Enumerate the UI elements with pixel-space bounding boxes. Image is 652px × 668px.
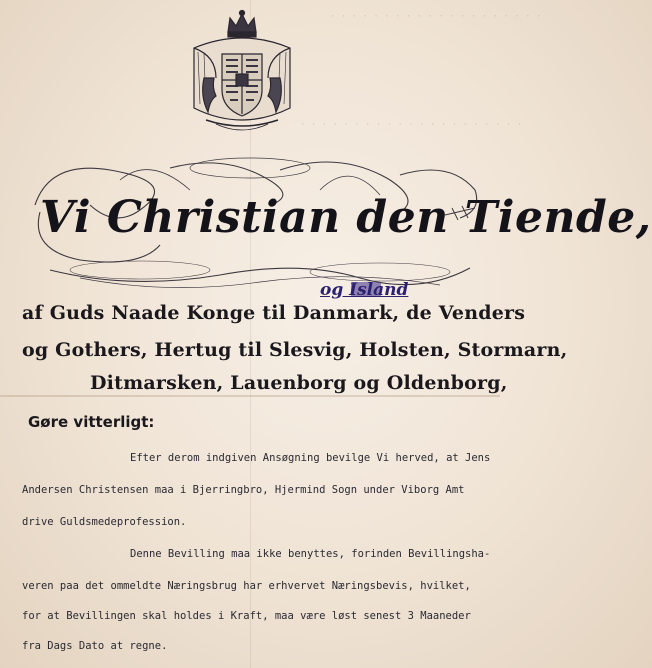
- section-heading: Gøre vitterligt:: [28, 413, 155, 431]
- body-line: for at Bevillingen skal holdes i Kraft, maa være løst senest 3 Maaneder: [22, 610, 471, 622]
- bleed-through: · · · · · · · · · · · · · · · · · · · · ·: [300, 120, 523, 130]
- handwritten-insertion: og Island: [320, 280, 409, 300]
- royal-title-line: og Gothers, Hertug til Slesvig, Holsten, Stormarn,: [22, 339, 568, 361]
- body-line: Efter derom indgiven Ansøgning bevilge Vi herved, at Jens: [130, 452, 491, 464]
- royal-title-line: af Guds Naade Konge til Danmark, de Venders: [22, 302, 526, 324]
- body-line: Denne Bevilling maa ikke benyttes, forinden Bevillingsha-: [130, 548, 491, 560]
- body-line: Andersen Christensen maa i Bjerringbro, Hjermind Sogn under Viborg Amt: [22, 484, 465, 496]
- royal-coat-of-arms-icon: [186, 8, 298, 136]
- body-line: fra Dags Dato at regne.: [22, 640, 168, 652]
- body-line: drive Guldsmedeprofession.: [22, 516, 187, 528]
- body-line: veren paa det ommeldte Næringsbrug har erhvervet Næringsbevis, hvilket,: [22, 580, 471, 592]
- document-title: Vi Christian den Tiende,: [40, 192, 652, 243]
- bleed-through: · · · · · · · · · · · · · · · · · · · ·: [330, 12, 542, 22]
- royal-title-line: Ditmarsken, Lauenborg og Oldenborg,: [90, 372, 508, 394]
